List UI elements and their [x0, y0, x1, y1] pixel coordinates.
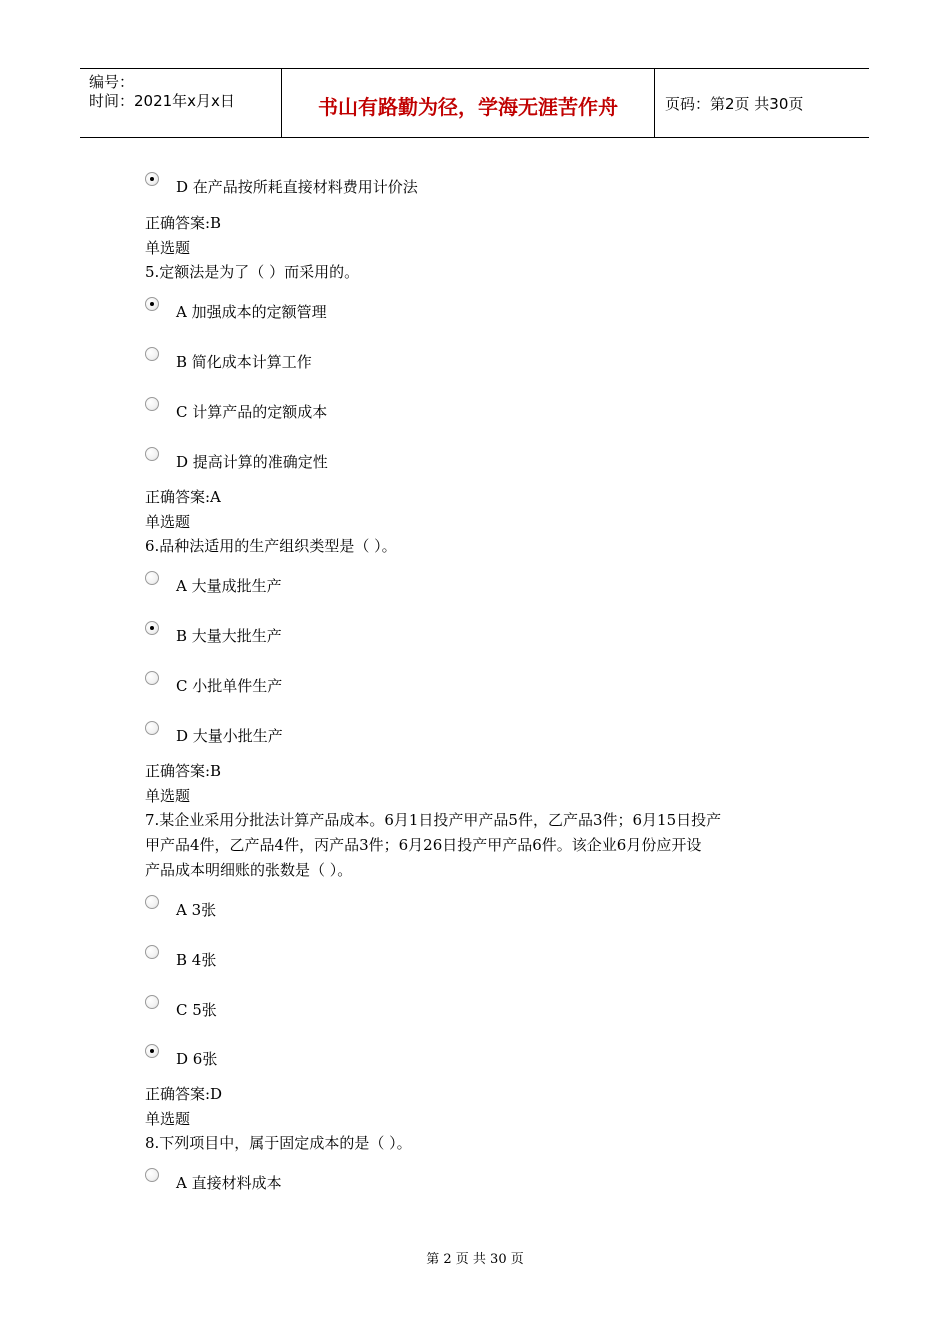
radio-button[interactable]	[145, 671, 159, 685]
date-label: 时间：2021年x月x日	[89, 92, 235, 110]
q5-question: 5.定额法是为了（ ）而采用的。	[145, 263, 360, 281]
option-label: D 大量小批生产	[176, 727, 283, 745]
page-footer: 第 2 页 共 30 页	[426, 1252, 524, 1267]
option-label: B 大量大批生产	[176, 627, 282, 645]
motto: 书山有路勤为径，学海无涯苦作舟	[318, 95, 618, 119]
option-label: D 6张	[176, 1050, 218, 1068]
option-label: C 小批单件生产	[176, 677, 283, 695]
radio-button[interactable]	[145, 172, 159, 186]
q7-answer: 正确答案:D	[145, 1085, 223, 1103]
radio-button[interactable]	[145, 895, 159, 909]
q6-answer: 正确答案:B	[145, 762, 222, 780]
q7-type: 单选题	[145, 787, 191, 805]
q6-type: 单选题	[145, 513, 191, 531]
option-label: C 5张	[176, 1001, 217, 1019]
q4-answer: 正确答案:B	[145, 214, 222, 232]
q7-question-line: 7.某企业采用分批法计算产品成本。6月1日投产甲产品5件，乙产品3件；6月15日投产	[145, 811, 722, 829]
q6-question: 6.品种法适用的生产组织类型是（ ）。	[145, 537, 397, 555]
number-label: 编号：	[89, 73, 135, 91]
option-label: C 计算产品的定额成本	[176, 403, 328, 421]
radio-button[interactable]	[145, 1168, 159, 1182]
option-label: D 提高计算的准确定性	[176, 453, 328, 471]
radio-button[interactable]	[145, 995, 159, 1009]
q5-answer: 正确答案:A	[145, 488, 221, 506]
radio-button[interactable]	[145, 571, 159, 585]
radio-button[interactable]	[145, 297, 159, 311]
q8-question: 8.下列项目中，属于固定成本的是（ ）。	[145, 1134, 412, 1152]
radio-button[interactable]	[145, 621, 159, 635]
option-label: B 4张	[176, 951, 217, 969]
radio-button[interactable]	[145, 397, 159, 411]
radio-button[interactable]	[145, 347, 159, 361]
radio-button[interactable]	[145, 721, 159, 735]
page-info: 页码：第2页 共30页	[665, 95, 804, 113]
q8-type: 单选题	[145, 1110, 191, 1128]
option-label: A 3张	[176, 901, 217, 919]
radio-button[interactable]	[145, 1044, 159, 1058]
q7-question-line: 甲产品4件，乙产品4件，丙产品3件；6月26日投产甲产品6件。该企业6月份应开设	[145, 836, 702, 854]
radio-button[interactable]	[145, 945, 159, 959]
radio-button[interactable]	[145, 447, 159, 461]
option-label: A 直接材料成本	[176, 1174, 282, 1192]
q5-type: 单选题	[145, 239, 191, 257]
option-label: B 简化成本计算工作	[176, 353, 312, 371]
option-label: D 在产品按所耗直接材料费用计价法	[176, 178, 418, 196]
option-label: A 大量成批生产	[176, 577, 282, 595]
option-label: A 加强成本的定额管理	[176, 303, 327, 321]
q7-question-line: 产品成本明细账的张数是（ ）。	[145, 861, 353, 879]
